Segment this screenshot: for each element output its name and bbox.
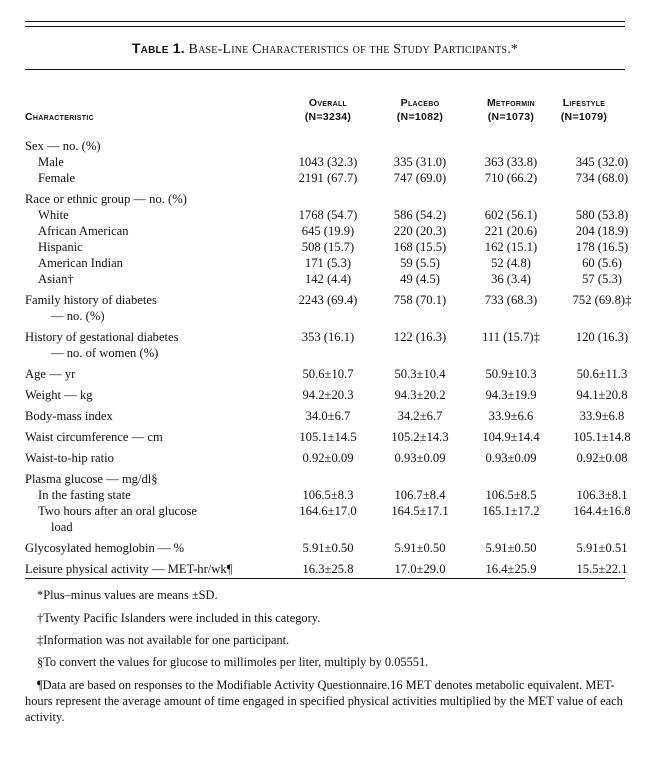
row-label: load: [51, 520, 73, 534]
row-value: 747 (69.0): [393, 171, 447, 185]
row-label: Waist-to-hip ratio: [25, 451, 114, 465]
table-row: [25, 471, 625, 487]
row-value: 162 (15.1): [484, 240, 538, 254]
table-row: [25, 540, 628, 556]
table-row: [25, 329, 629, 345]
table-title-text: Base-Line Characteristics of the Study Participants.*: [188, 42, 519, 57]
row-label: History of gestational diabetes: [25, 330, 179, 344]
row-value: 59 (5.5): [400, 256, 440, 270]
table-row: [25, 408, 625, 424]
row-value: 105.1±14.8: [573, 430, 631, 444]
header-placebo: [372, 96, 468, 124]
row-label: — no. (%): [51, 309, 105, 323]
footnote: [25, 632, 625, 648]
footnote: [25, 587, 625, 603]
header-characteristic: Characteristic: [25, 111, 94, 123]
row-label: Race or ethnic group — no. (%): [25, 192, 187, 206]
row-value: 94.3±20.2: [394, 388, 446, 402]
row-value: 15.5±22.1: [576, 562, 628, 576]
table-row: [25, 138, 625, 154]
row-label: Hispanic: [38, 240, 83, 254]
row-value: 586 (54.2): [393, 208, 447, 222]
row-label: Sex — no. (%): [25, 139, 101, 153]
top-rule-double: [25, 26, 625, 27]
table-row: [25, 271, 625, 287]
row-value: 49 (4.5): [400, 272, 440, 286]
table-row: [25, 207, 629, 223]
row-value: 758 (70.1): [393, 293, 447, 307]
row-label: Plasma glucose — mg/dl§: [25, 472, 158, 486]
row-label: African American: [38, 224, 129, 238]
row-value: 1043 (32.3): [298, 155, 358, 169]
header-metformin-n: (N=1073): [487, 111, 535, 123]
header-metformin: [463, 96, 559, 124]
table-row: [25, 154, 629, 170]
row-label: Asian†: [38, 272, 74, 286]
footnote-text: ‡Information was not available for one participant.: [37, 633, 290, 647]
row-value: 178 (16.5): [575, 240, 629, 254]
footnote-text: §To convert the values for glucose to millimoles per liter, multiply by 0.05551.: [37, 655, 429, 669]
table-title: [25, 40, 625, 58]
row-value: 0.93±0.09: [485, 451, 537, 465]
row-label: Two hours after an oral glucose: [38, 504, 197, 518]
row-value: 106.5±8.5: [485, 488, 537, 502]
footnote: [25, 677, 625, 725]
row-value: 5.91±0.50: [302, 541, 354, 555]
row-label: Leisure physical activity — MET-hr/wk¶: [25, 562, 233, 576]
row-value: 50.9±10.3: [485, 367, 537, 381]
row-value: 5.91±0.50: [394, 541, 446, 555]
row-value: 105.1±14.5: [299, 430, 357, 444]
row-value: 602 (56.1): [484, 208, 538, 222]
row-value: 752 (69.8)‡: [572, 293, 632, 307]
row-label: Body-mass index: [25, 409, 113, 423]
row-label: Glycosylated hemoglobin — %: [25, 541, 185, 555]
top-rule: [25, 21, 625, 22]
row-value: 50.6±11.3: [576, 367, 628, 381]
table-row: [25, 308, 625, 324]
header-overall: [280, 96, 376, 124]
row-value: 106.7±8.4: [394, 488, 446, 502]
table-row: [25, 429, 631, 445]
row-value: 36 (3.4): [491, 272, 531, 286]
row-label: Female: [38, 171, 76, 185]
table-row: [25, 387, 628, 403]
row-value: 165.1±17.2: [482, 504, 540, 518]
row-value: 16.3±25.8: [302, 562, 354, 576]
row-value: 645 (19.9): [301, 224, 355, 238]
header-lifestyle-name: Lifestyle: [562, 97, 606, 109]
row-value: 50.6±10.7: [302, 367, 354, 381]
row-value: 94.1±20.8: [576, 388, 628, 402]
bottom-rule: [25, 578, 625, 579]
row-value: 2191 (67.7): [298, 171, 358, 185]
header-overall-n: (N=3234): [304, 111, 352, 123]
row-value: 204 (18.9): [575, 224, 629, 238]
header-lifestyle-n: (N=1079): [560, 111, 608, 123]
header-placebo-name: Placebo: [400, 97, 440, 109]
row-value: 5.91±0.51: [576, 541, 628, 555]
table-row: [25, 503, 631, 519]
row-value: 580 (53.8): [575, 208, 629, 222]
row-value: 94.2±20.3: [302, 388, 354, 402]
row-value: 34.2±6.7: [397, 409, 443, 423]
row-value: 33.9±6.8: [579, 409, 625, 423]
row-value: 353 (16.1): [301, 330, 355, 344]
row-value: 710 (66.2): [484, 171, 538, 185]
row-value: 0.92±0.09: [302, 451, 354, 465]
header-placebo-n: (N=1082): [396, 111, 444, 123]
row-value: 734 (68.0): [575, 171, 629, 185]
table-row: [25, 519, 625, 535]
row-label: Male: [38, 155, 64, 169]
row-value: 106.3±8.1: [576, 488, 628, 502]
table-number: Table 1.: [131, 40, 185, 56]
row-value: 168 (15.5): [393, 240, 447, 254]
row-value: 221 (20.6): [484, 224, 538, 238]
row-value: 142 (4.4): [304, 272, 352, 286]
row-value: 122 (16.3): [393, 330, 447, 344]
row-value: 0.92±0.08: [576, 451, 628, 465]
row-value: 1768 (54.7): [298, 208, 358, 222]
row-value: 220 (20.3): [393, 224, 447, 238]
row-value: 335 (31.0): [393, 155, 447, 169]
row-value: 105.2±14.3: [391, 430, 449, 444]
row-label: American Indian: [38, 256, 123, 270]
table-row: [25, 170, 629, 186]
row-value: 164.5±17.1: [391, 504, 449, 518]
table-row: [25, 191, 625, 207]
table-row: [25, 345, 625, 361]
row-value: 94.3±19.9: [485, 388, 537, 402]
row-value: 2243 (69.4): [298, 293, 358, 307]
row-value: 50.3±10.4: [394, 367, 446, 381]
row-value: 57 (5.3): [582, 272, 622, 286]
row-label: — no. of women (%): [51, 346, 159, 360]
table-row: [25, 292, 632, 308]
table-row: [25, 255, 625, 271]
row-label: Weight — kg: [25, 388, 93, 402]
table-row: [25, 561, 628, 577]
row-value: 508 (15.7): [301, 240, 355, 254]
row-value: 164.4±16.8: [573, 504, 631, 518]
row-label: Age — yr: [25, 367, 76, 381]
header-metformin-name: Metformin: [487, 97, 535, 109]
row-label: In the fasting state: [38, 488, 131, 502]
table-row: [25, 450, 628, 466]
row-value: 16.4±25.9: [485, 562, 537, 576]
row-value: 104.9±14.4: [482, 430, 540, 444]
row-value: 60 (5.6): [582, 256, 622, 270]
row-value: 0.93±0.09: [394, 451, 446, 465]
row-value: 120 (16.3): [575, 330, 629, 344]
table-row: [25, 366, 628, 382]
footnote: [25, 610, 625, 626]
row-value: 106.5±8.3: [302, 488, 354, 502]
row-value: 164.6±17.0: [299, 504, 357, 518]
row-value: 363 (33.8): [484, 155, 538, 169]
row-value: 345 (32.0): [575, 155, 629, 169]
header-lifestyle: [554, 96, 614, 124]
row-label: Waist circumference — cm: [25, 430, 163, 444]
row-value: 17.0±29.0: [394, 562, 446, 576]
row-value: 111 (15.7)‡: [482, 330, 540, 344]
title-rule: [25, 69, 625, 70]
row-value: 34.0±6.7: [305, 409, 351, 423]
footnote-text: *Plus–minus values are means ±SD.: [37, 588, 218, 602]
row-value: 5.91±0.50: [485, 541, 537, 555]
row-label: Family history of diabetes: [25, 293, 157, 307]
table-row: [25, 487, 628, 503]
row-value: 733 (68.3): [484, 293, 538, 307]
row-value: 33.9±6.6: [488, 409, 534, 423]
header-overall-name: Overall: [308, 97, 348, 109]
table-row: [25, 239, 629, 255]
footnote-text: †Twenty Pacific Islanders were included in this category.: [37, 611, 321, 625]
row-value: 52 (4.8): [491, 256, 531, 270]
footnote: [25, 654, 625, 670]
row-value: 171 (5.3): [304, 256, 352, 270]
footnote-text: ¶Data are based on responses to the Modifiable Activity Questionnaire.16 MET denotes metabolic equivalent. MET-hours represent the average amount of time engaged in specified physical activities multiplied by the MET value of each activity.: [25, 678, 623, 724]
table-row: [25, 223, 629, 239]
row-label: White: [38, 208, 69, 222]
